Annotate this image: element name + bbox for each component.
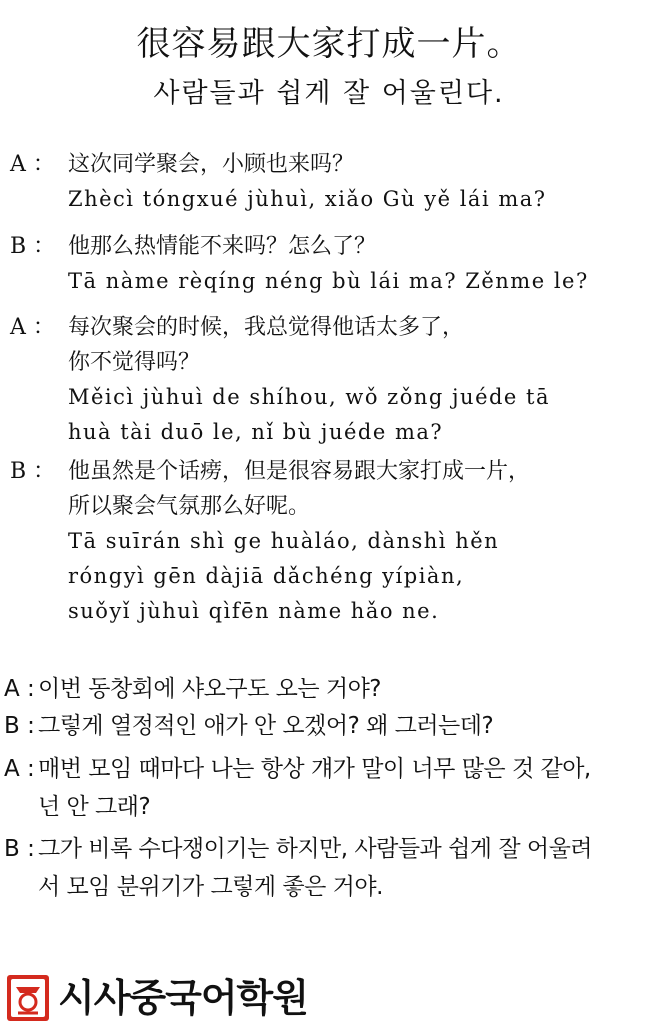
pinyin-line: suǒyǐ jùhuì qìfēn nàme hǎo ne. <box>68 599 440 623</box>
speaker-label: B : <box>4 713 35 739</box>
chinese-line: 每次聚会的时候，我总觉得他话太多了， <box>68 315 465 340</box>
pinyin-line: Měicì jùhuì de shíhou, wǒ zǒng juéde tā <box>68 385 550 409</box>
brand-name: 시사중국어학원 <box>58 976 308 1020</box>
chinese-line: 你不觉得吗？ <box>68 350 201 375</box>
korean-line: 매번 모임 때마다 나는 항상 걔가 말이 너무 많은 것 같아, <box>38 756 591 782</box>
speaker-label: A : <box>4 676 35 702</box>
pinyin-line: huà tài duō le, nǐ bù juéde ma? <box>68 420 444 444</box>
korean-line: 그가 비록 수다쟁이기는 하지만, 사람들과 쉽게 잘 어울려 <box>38 836 593 862</box>
chinese-line: 他虽然是个话痨，但是很容易跟大家打成一片， <box>68 459 531 484</box>
pinyin-line: Tā suīrán shì ge huàláo, dànshì hěn <box>68 529 500 553</box>
korean-line: 그렇게 열정적인 애가 안 오겠어? 왜 그러는데? <box>38 713 494 739</box>
speaker-label: A : <box>4 756 35 782</box>
pinyin-line: Tā nàme rèqíng néng bù lái ma? Zěnme le? <box>68 269 589 293</box>
sisa-emblem-icon <box>6 973 50 1023</box>
page-title-korean: 사람들과 쉽게 잘 어울린다. <box>153 78 505 109</box>
korean-line: 넌 안 그래? <box>38 794 151 820</box>
speaker-label: B : <box>4 836 35 862</box>
speaker-label: A ： <box>10 152 55 177</box>
chinese-line: 所以聚会气氛那么好呢。 <box>68 494 311 519</box>
chinese-line: 这次同学聚会，小顾也来吗？ <box>68 152 355 177</box>
speaker-label: A ： <box>10 315 55 340</box>
brand-logo <box>6 972 308 1024</box>
pinyin-line: Zhècì tóngxué jùhuì, xiǎo Gù yě lái ma? <box>68 187 547 211</box>
chinese-line: 他那么热情能不来吗？怎么了？ <box>68 234 377 259</box>
speaker-label: B ： <box>10 234 56 259</box>
korean-line: 이번 동창회에 샤오구도 오는 거야? <box>38 676 382 702</box>
page-title-chinese: 很容易跟大家打成一片。 <box>136 24 522 64</box>
pinyin-line: róngyì gēn dàjiā dǎchéng yípiàn, <box>68 564 465 588</box>
speaker-label: B ： <box>10 459 56 484</box>
korean-line: 서 모임 분위기가 그렇게 좋은 거야. <box>38 874 383 900</box>
